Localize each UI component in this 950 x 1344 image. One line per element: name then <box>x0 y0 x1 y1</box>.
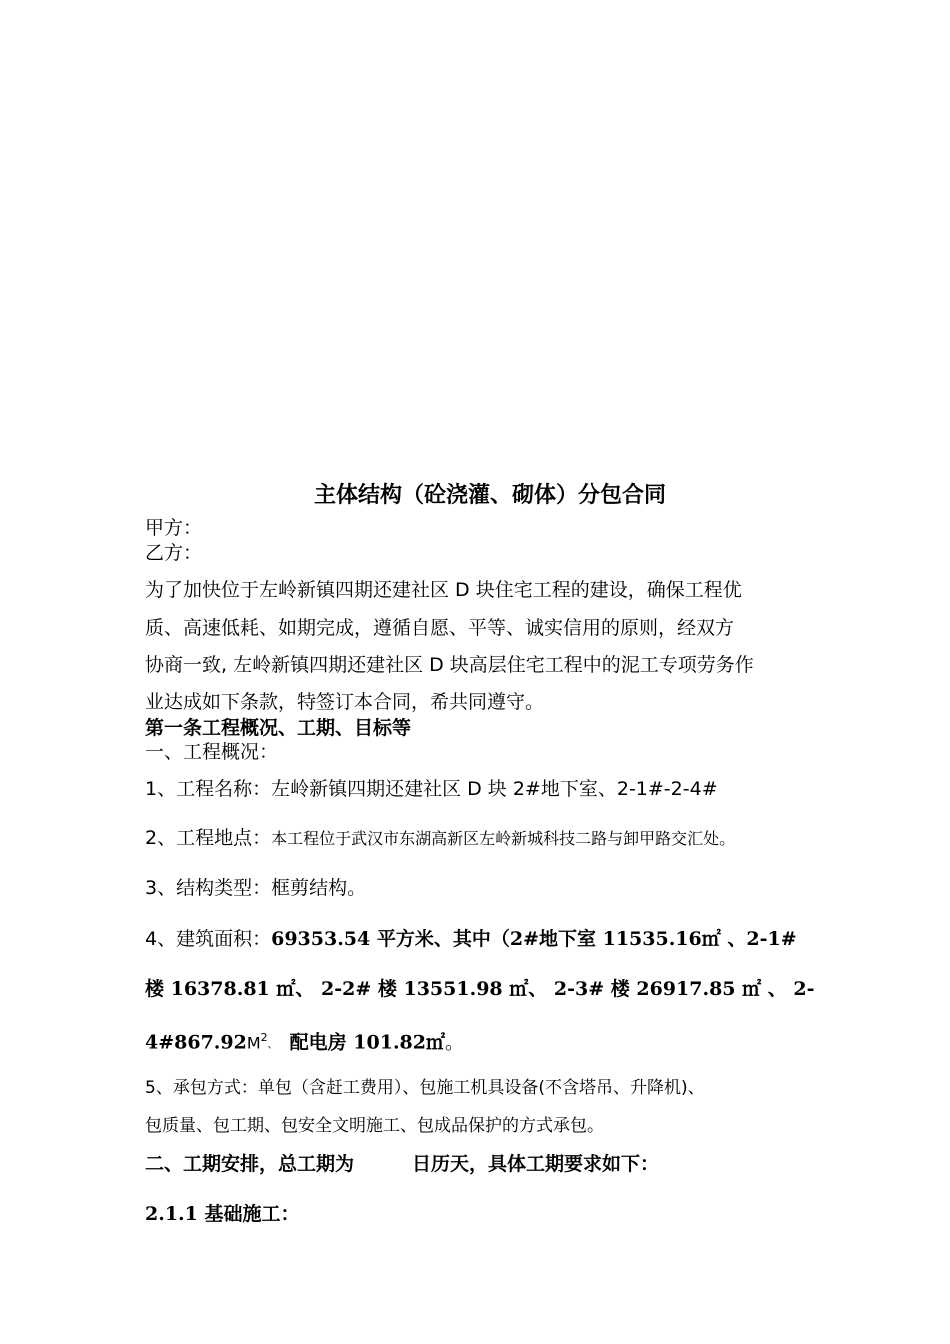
intro-line-2: 质、高速低耗、如期完成，遵循自愿、平等、诚实信用的原则，经双方 <box>145 617 735 639</box>
schedule-heading <box>145 1152 659 1176</box>
overview-heading: 一、工程概况： <box>145 741 279 763</box>
item-1-label: 1、工程名称： <box>145 778 272 800</box>
item-3-label: 3、结构类型： <box>145 877 272 899</box>
item-4-line3-end: 。 <box>445 1031 465 1054</box>
document-title: 主体结构（砼浇灌、砌体）分包合同 <box>313 483 666 508</box>
item-2-label: 2、工程地点： <box>145 827 272 849</box>
item-4-line3-unit: M <box>246 1033 261 1053</box>
item-4-part-2: 、 2-2# 楼 13551.98 ㎡ <box>295 978 529 1000</box>
schedule-prefix: 二、工期安排，总工期为 <box>145 1153 355 1175</box>
article1-heading: 第一条工程概况、工期、目标等 <box>145 717 412 739</box>
item-2-value: 本工程位于武汉市东湖高新区左岭新城科技二路与卸甲路交汇处。 <box>271 829 736 848</box>
item-2-location <box>145 826 735 851</box>
intro-line-3: 协商一致, 左岭新镇四期还建社区 D 块高层住宅工程中的泥工专项劳务作 <box>145 654 754 676</box>
party-b-label: 乙方： <box>145 542 203 564</box>
item-5-line-2: 包质量、包工期、包安全文明施工、包成品保护的方式承包。 <box>145 1116 604 1136</box>
item-3-value: 框剪结构。 <box>271 877 367 899</box>
intro-line-4: 业达成如下条款，特签订本合同，希共同遵守。 <box>145 691 545 713</box>
item-1-value: 左岭新镇四期还建社区 D 块 2#地下室、2-1#-2-4# <box>271 778 718 800</box>
item-4-label: 4、建筑面积： <box>145 928 272 950</box>
item-4-line3-bold1: 4#867.92 <box>145 1031 247 1054</box>
item-4-area-line-2 <box>145 977 815 1001</box>
item-4-area-line-1 <box>145 927 797 951</box>
item-4-part-1: 楼 16378.81 ㎡ <box>145 978 296 1000</box>
section-2-1-1-heading: 2.1.1 基础施工： <box>145 1203 300 1225</box>
item-4-value-line-1: 69353.54 平方米、其中（2#地下室 11535.16㎡ 、2-1# <box>271 928 797 950</box>
item-1-project-name <box>145 777 718 801</box>
item-4-part-3: 、 2-3# 楼 26917.85 ㎡ 、 2- <box>528 978 815 1000</box>
item-4-line3-sup: 2 <box>260 1031 268 1044</box>
party-a-label: 甲方： <box>145 517 203 539</box>
item-4-line3-bold2: 配电房 101.82㎡ <box>289 1031 446 1054</box>
item-4-line3-sep: 、 <box>267 1040 278 1052</box>
item-3-structure <box>145 876 366 900</box>
intro-line-1: 为了加快位于左岭新镇四期还建社区 D 块住宅工程的建设，确保工程优 <box>145 579 742 601</box>
item-5-line-1: 5、承包方式：单包（含赶工费用）、包施工机具设备(不含塔吊、升降机)、 <box>145 1078 705 1098</box>
schedule-suffix: 日历天，具体工期要求如下： <box>412 1153 660 1175</box>
item-4-area-line-3 <box>145 1026 464 1058</box>
